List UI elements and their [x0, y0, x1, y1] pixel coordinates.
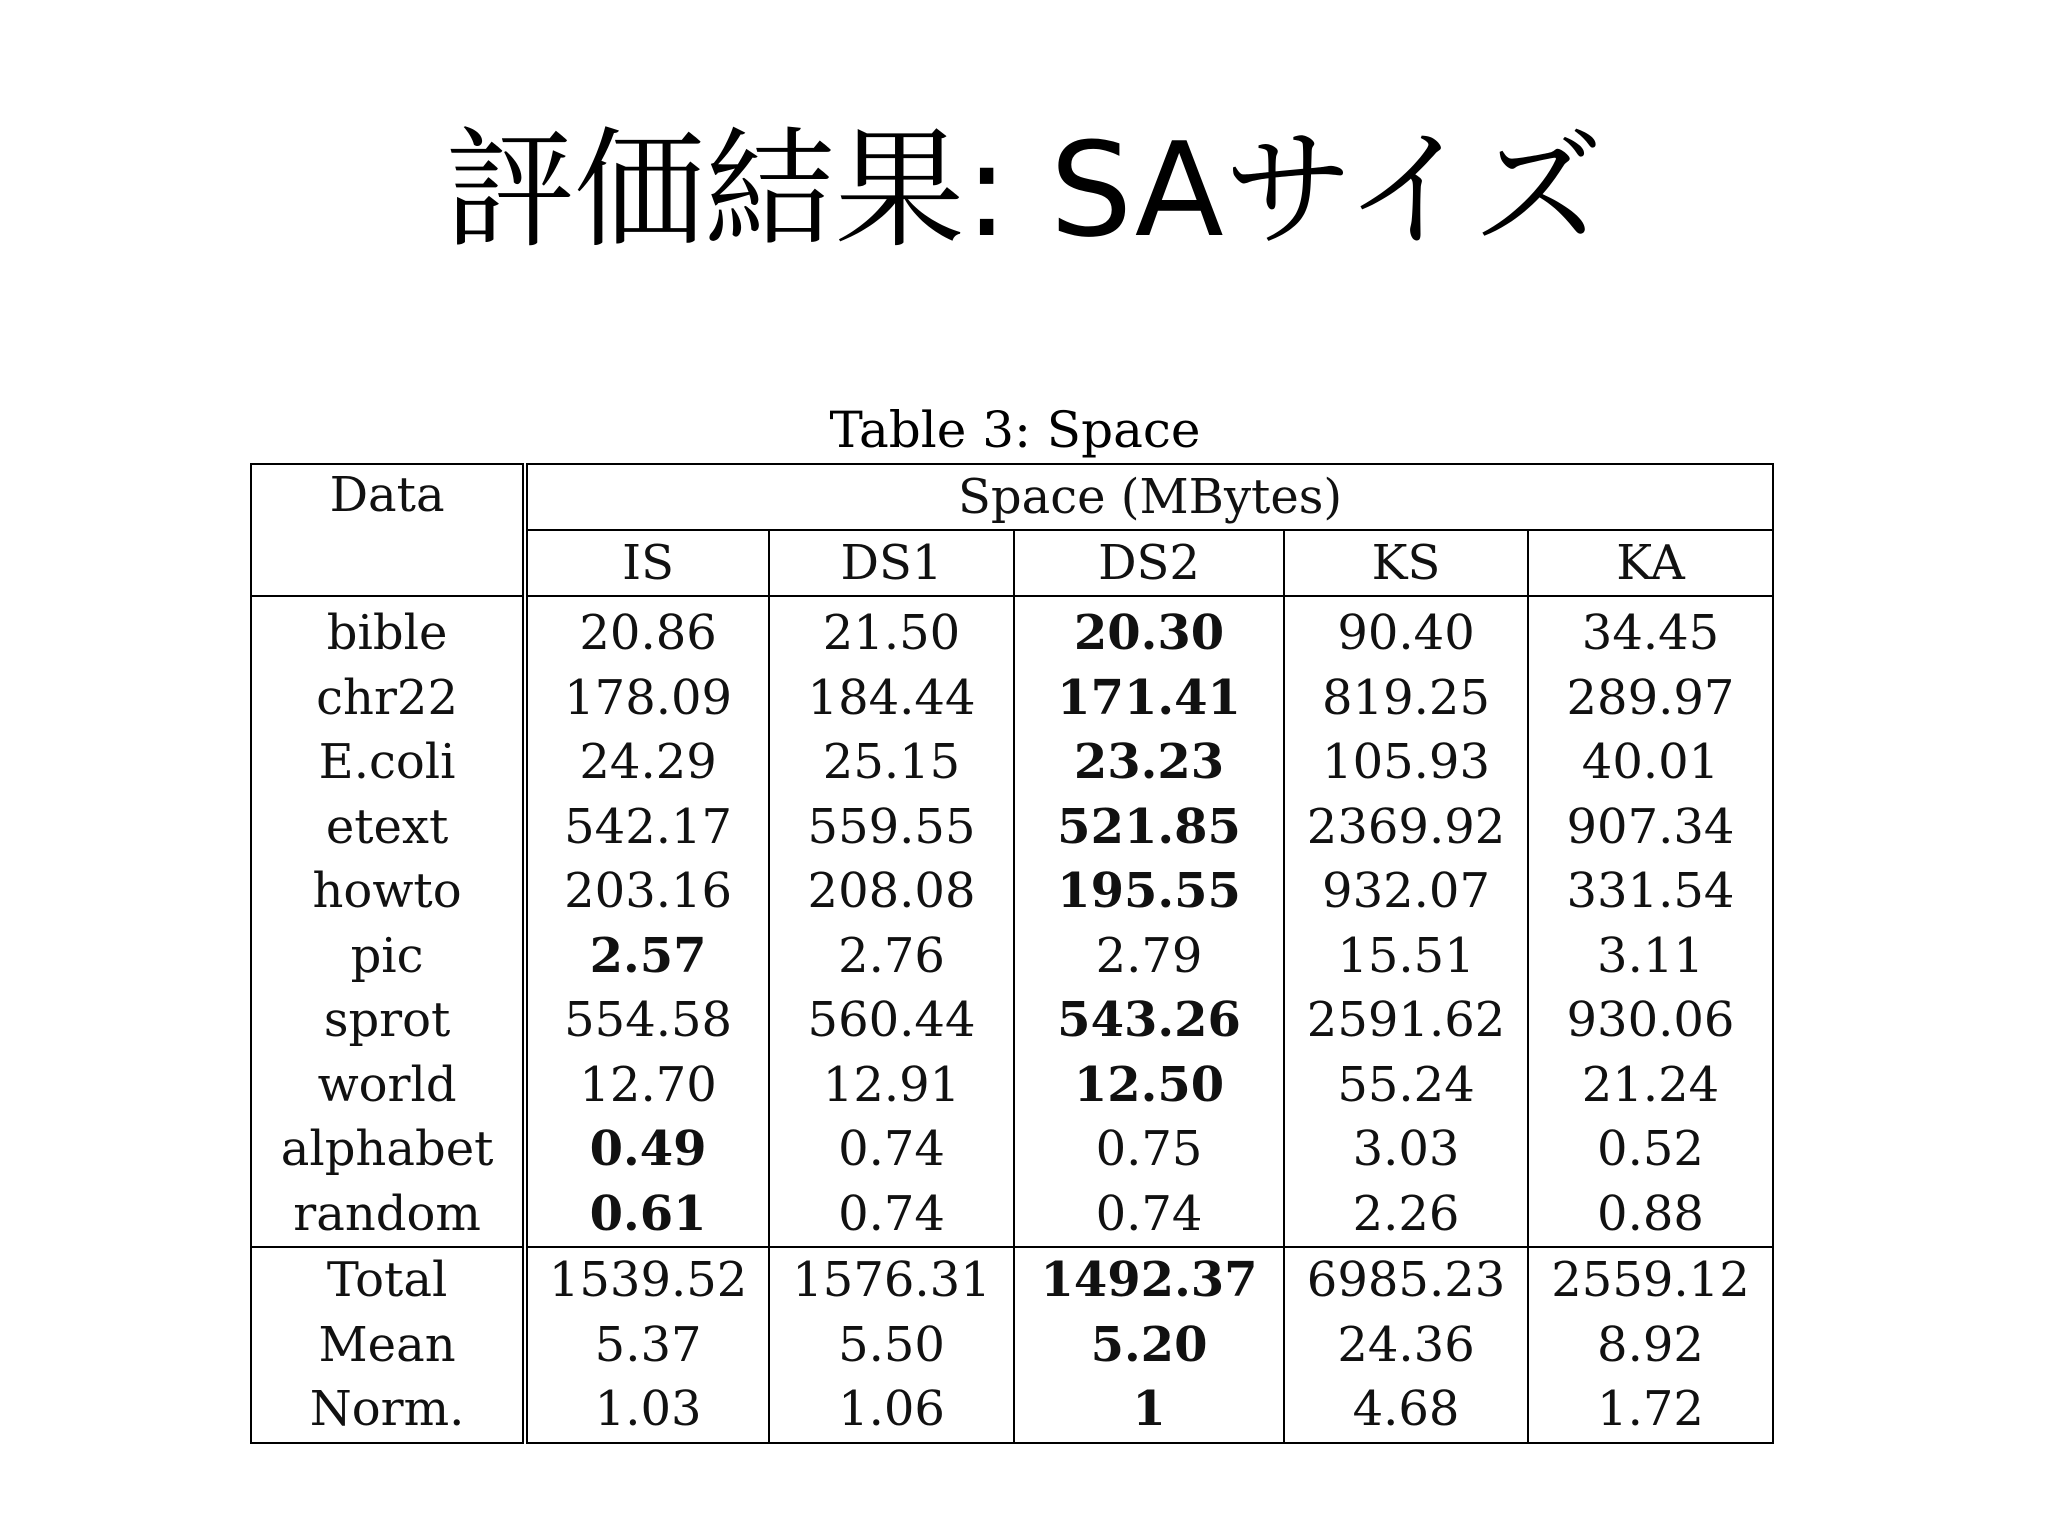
header-group-label: Space (MBytes) — [525, 464, 1773, 530]
row-label: chr22 — [251, 666, 525, 731]
column-header-ks: KS — [1284, 530, 1528, 596]
cell-ks: 4.68 — [1284, 1377, 1528, 1443]
cell-ds1: 1576.31 — [769, 1247, 1014, 1313]
cell-ds1: 12.91 — [769, 1053, 1014, 1118]
table-row — [251, 1053, 1773, 1118]
row-label: howto — [251, 859, 525, 924]
column-header-is: IS — [525, 530, 769, 596]
cell-is: 24.29 — [579, 734, 717, 791]
cell-ds2: 521.85 — [1014, 795, 1284, 860]
cell-ds1: 21.50 — [769, 596, 1014, 666]
cell-is: 5.37 — [594, 1316, 702, 1373]
cell-ds1: 1.06 — [769, 1377, 1014, 1443]
table-row — [251, 859, 1773, 924]
cell-ka: 907.34 — [1528, 795, 1773, 860]
table-caption: Table 3: Space — [829, 401, 1201, 459]
cell-ka: 8.92 — [1528, 1313, 1773, 1378]
cell-is: 12.70 — [579, 1056, 717, 1113]
row-label: random — [251, 1182, 525, 1248]
slide-title: 評価結果: SAサイズ — [444, 114, 1604, 266]
cell-is: 0.49 — [589, 1121, 707, 1178]
cell-ds1: 25.15 — [769, 730, 1014, 795]
table-row — [251, 666, 1773, 731]
cell-ds1: 0.74 — [769, 1117, 1014, 1182]
summary-row — [251, 1247, 1773, 1313]
table-row — [251, 1182, 1773, 1248]
cell-is: 203.16 — [564, 863, 733, 920]
cell-ka: 2559.12 — [1528, 1247, 1773, 1313]
cell-ds2: 195.55 — [1014, 859, 1284, 924]
row-label: bible — [251, 596, 525, 666]
cell-is: 0.61 — [525, 1182, 769, 1248]
cell-ds1: 184.44 — [769, 666, 1014, 731]
cell-ks: 2.26 — [1284, 1182, 1528, 1248]
cell-ds1: 559.55 — [769, 795, 1014, 860]
cell-is: 178.09 — [564, 669, 733, 726]
cell-ds2: 2.79 — [1014, 924, 1284, 989]
row-label: Norm. — [251, 1377, 525, 1443]
cell-ds2: 0.74 — [1014, 1182, 1284, 1248]
cell-ds1: 2.76 — [769, 924, 1014, 989]
cell-ks: 819.25 — [1284, 666, 1528, 731]
cell-ds1: 560.44 — [769, 988, 1014, 1053]
cell-ds2: 5.20 — [1014, 1313, 1284, 1378]
cell-ds2: 1492.37 — [1014, 1247, 1284, 1313]
row-label: world — [251, 1053, 525, 1118]
table-row — [251, 924, 1773, 989]
cell-ka: 1.72 — [1528, 1377, 1773, 1443]
space-table — [250, 463, 1774, 1444]
row-label: etext — [251, 795, 525, 860]
cell-is: 542.17 — [564, 798, 733, 855]
summary-row — [251, 1313, 1773, 1378]
row-label: sprot — [251, 988, 525, 1053]
summary-row — [251, 1377, 1773, 1443]
cell-ds2: 20.30 — [1014, 596, 1284, 666]
table-row — [251, 596, 1773, 666]
table-row — [251, 988, 1773, 1053]
cell-ka: 0.52 — [1528, 1117, 1773, 1182]
cell-is: 1.03 — [525, 1377, 769, 1443]
cell-ds2: 543.26 — [1014, 988, 1284, 1053]
column-header-ds1: DS1 — [769, 530, 1014, 596]
column-header-ds2: DS2 — [1014, 530, 1284, 596]
cell-ka: 289.97 — [1528, 666, 1773, 731]
cell-is: 2.57 — [589, 927, 707, 984]
cell-ds2: 1 — [1014, 1377, 1284, 1443]
header-data-label: Data — [251, 464, 525, 596]
cell-ds2: 0.75 — [1014, 1117, 1284, 1182]
cell-is: 1539.52 — [525, 1247, 769, 1313]
cell-ka: 930.06 — [1528, 988, 1773, 1053]
table-row — [251, 795, 1773, 860]
cell-ka: 331.54 — [1528, 859, 1773, 924]
cell-ks: 2369.92 — [1284, 795, 1528, 860]
table-row — [251, 730, 1773, 795]
cell-is: 20.86 — [579, 605, 717, 662]
cell-ka: 0.88 — [1528, 1182, 1773, 1248]
column-header-ka: KA — [1528, 530, 1773, 596]
cell-ks: 932.07 — [1284, 859, 1528, 924]
cell-ds1: 0.74 — [769, 1182, 1014, 1248]
cell-ks: 105.93 — [1284, 730, 1528, 795]
cell-ks: 15.51 — [1284, 924, 1528, 989]
row-label: Mean — [251, 1313, 525, 1378]
cell-ks: 6985.23 — [1284, 1247, 1528, 1313]
cell-ks: 2591.62 — [1284, 988, 1528, 1053]
cell-ks: 3.03 — [1284, 1117, 1528, 1182]
row-label: alphabet — [251, 1117, 525, 1182]
row-label: pic — [251, 924, 525, 989]
cell-ka: 34.45 — [1528, 596, 1773, 666]
cell-ka: 40.01 — [1528, 730, 1773, 795]
cell-ks: 24.36 — [1284, 1313, 1528, 1378]
cell-ds1: 208.08 — [769, 859, 1014, 924]
cell-ka: 3.11 — [1528, 924, 1773, 989]
cell-ds2: 23.23 — [1014, 730, 1284, 795]
cell-ds2: 12.50 — [1014, 1053, 1284, 1118]
cell-ds2: 171.41 — [1014, 666, 1284, 731]
row-label: Total — [251, 1247, 525, 1313]
cell-ds1: 5.50 — [769, 1313, 1014, 1378]
cell-ka: 21.24 — [1528, 1053, 1773, 1118]
table-row — [251, 1117, 1773, 1182]
cell-is: 554.58 — [564, 992, 733, 1049]
cell-ks: 55.24 — [1284, 1053, 1528, 1118]
cell-ks: 90.40 — [1284, 596, 1528, 666]
row-label: E.coli — [251, 730, 525, 795]
